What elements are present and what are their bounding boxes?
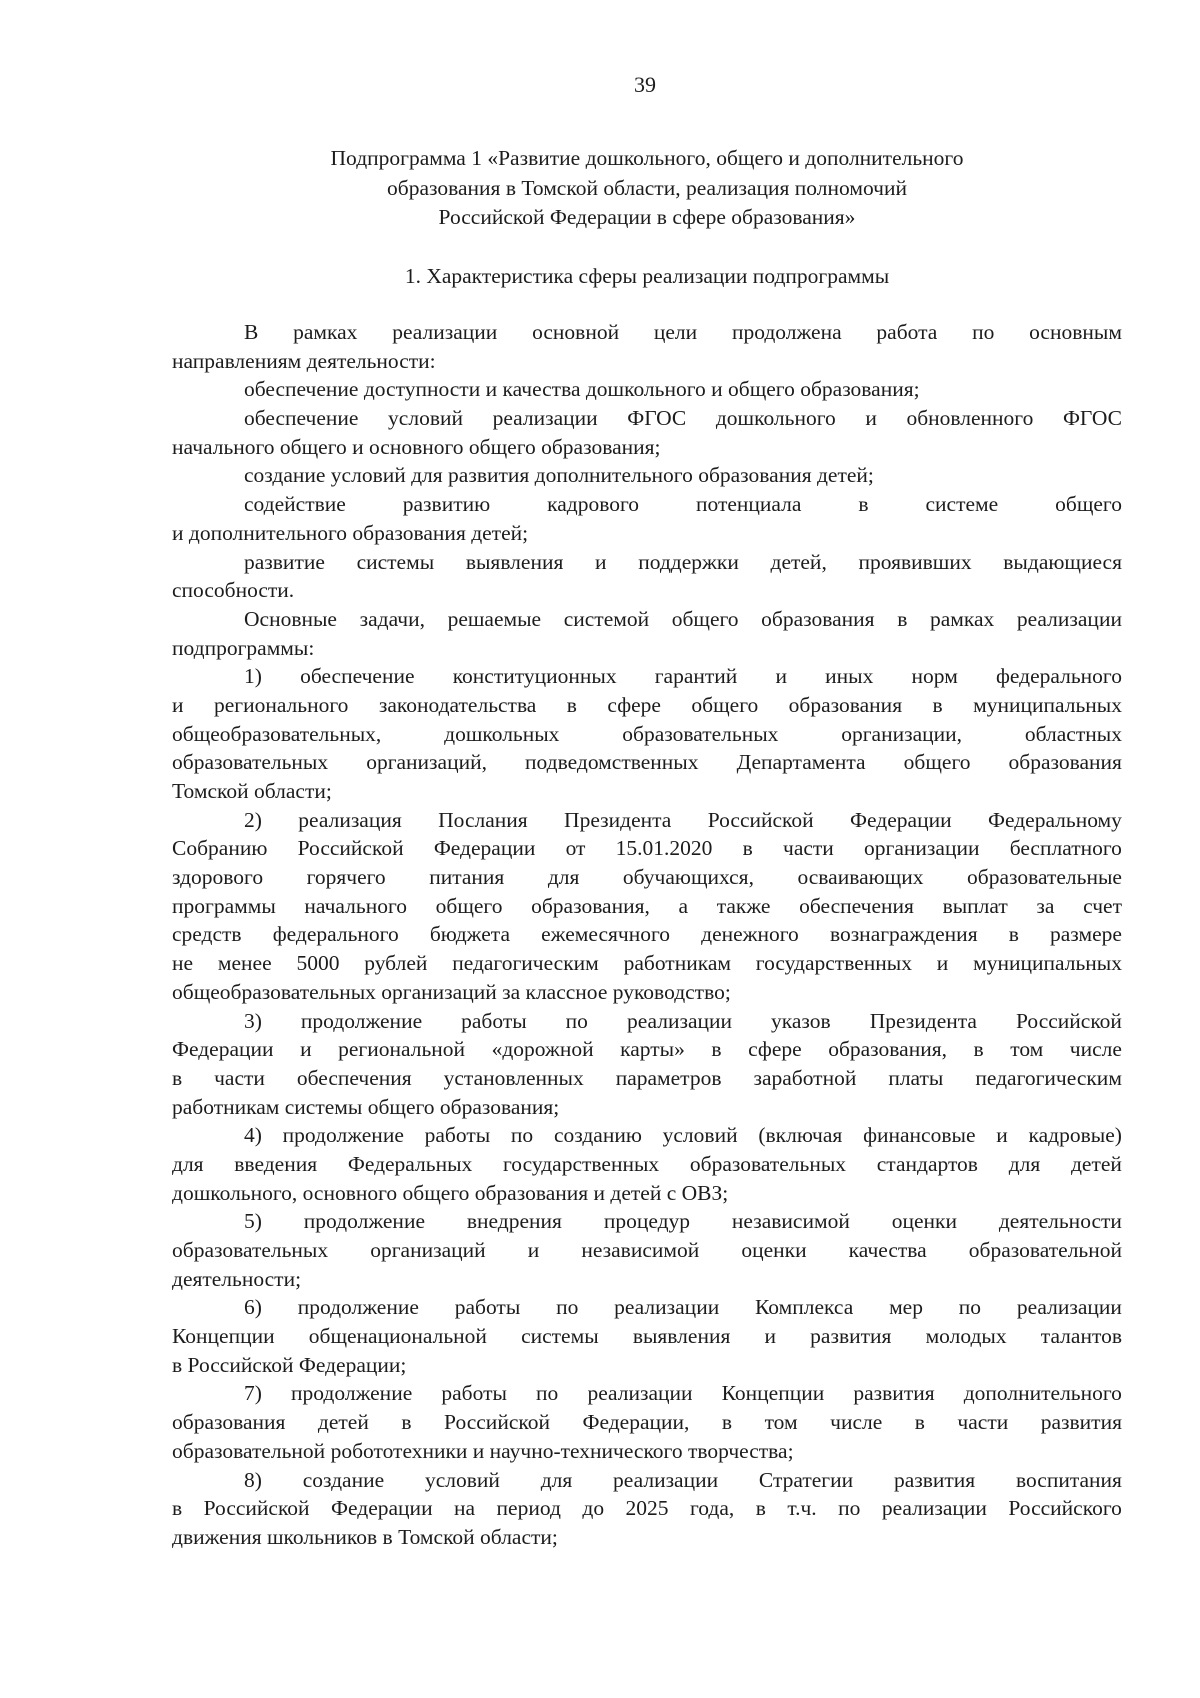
body-word: указов [771,1008,831,1033]
body-word: детей [317,1410,369,1435]
body-word: дополнительного [963,1381,1122,1406]
body-word: за [1036,893,1055,918]
body-word: реализации [626,1008,733,1033]
title-line: Подпрограмма 1 «Развитие дошкольного, общего и дополнительного [330,146,964,170]
body-word: здорового [172,865,264,890]
body-word: счет [1083,893,1122,918]
body-line: начального общего и основного общего образования; [172,434,661,459]
body-word: деятельности [998,1209,1122,1234]
body-word: федерального [995,664,1122,689]
body-word: мер [889,1295,923,1320]
body-word: Российской [444,1410,550,1435]
body-line: образовательной робототехники и научно-технического творчества; [172,1438,794,1463]
body-line: подпрограммы: [172,635,315,660]
body-word: Собранию [172,836,268,861]
body-word: муниципальных [973,951,1122,976]
body-word: бесплатного [1009,836,1122,861]
body-word: продолжение [303,1209,425,1234]
body-word: федерального [272,922,399,947]
body-word: реализации [1016,1295,1122,1320]
body-word: созданию [553,1123,642,1148]
body-line [172,605,1122,634]
body-word: создание [302,1467,385,1492]
body-word: «дорожной [491,1037,594,1062]
body-word: Российской [707,807,814,832]
body-word: для [172,1151,204,1176]
body-word: законодательства [378,692,537,717]
body-word: числе [830,1410,883,1435]
body-word: начального [304,893,407,918]
body-word: областных [1024,721,1122,746]
body-word: продолжение [282,1123,404,1148]
section-heading: 1. Характеристика сферы реализации подпрограммы [404,264,890,288]
body-word: 2025 [625,1496,669,1521]
body-word: кадровые) [1028,1123,1122,1148]
body-word: Департамента [736,750,866,775]
body-word: продолжение [291,1381,413,1406]
body-word: подведомственных [525,750,699,775]
body-word: на [454,1496,476,1521]
body-word: продолжение [300,1008,423,1033]
body-line [172,1121,1122,1150]
body-word: и [775,664,787,689]
body-word: образования, [828,1037,947,1062]
body-word: проявивших [858,549,972,574]
body-line: деятельности; [172,1266,302,1291]
body-word: обеспечение [300,664,415,689]
body-word: выплат [942,893,1008,918]
body-line [172,892,1122,921]
body-word: и [936,951,949,976]
body-word: в [932,692,943,717]
body-word: дошкольных [444,721,560,746]
body-word: развития [893,1467,976,1492]
body-word: общего [691,692,759,717]
body-line [172,1207,1122,1236]
body-line [172,1007,1122,1036]
body-word: период [496,1496,561,1521]
body-word: в [711,1037,722,1062]
body-word: от [565,836,586,861]
body-word: работникам [623,951,731,976]
body-word: работы [454,1295,521,1320]
body-word: развития [1040,1410,1122,1435]
body-word: реализации [492,406,598,431]
body-line: общеобразовательных организаций за классное руководство; [172,979,731,1004]
body-word: и [527,1238,540,1262]
body-word: заработной [753,1065,857,1090]
body-word: государственных [755,951,912,976]
body-word: образовательных [172,1238,329,1262]
body-word: для [1008,1151,1041,1176]
body-line [172,720,1122,749]
body-word: в [742,836,753,861]
body-line [172,1150,1122,1179]
body-line [172,920,1122,949]
body-word: Основные [244,606,337,631]
body-word: талантов [1040,1324,1122,1349]
body-word: реализации [614,1295,720,1320]
body-word: детей [1070,1151,1122,1176]
body-word: образовательных [172,750,329,775]
body-word: реализация [298,807,402,832]
body-word: развитию [402,492,491,517]
body-word: общеобразовательных, [172,721,382,746]
body-word: Российского [1008,1496,1122,1521]
body-word: общенациональной [308,1324,487,1349]
body-word: Российской [297,836,404,861]
body-word: внедрения [466,1209,562,1234]
body-word: 6) [244,1295,262,1320]
body-word: образовательные [967,865,1122,890]
body-word: содействие [244,492,346,517]
body-word: основной [532,320,620,344]
body-word: по [838,1496,861,1521]
body-line [172,1064,1122,1093]
body-line [172,1322,1122,1351]
body-word: денежного [701,922,799,947]
body-word: по [556,1295,579,1320]
body-word: 5000 [296,951,340,976]
body-word: реализации [392,320,498,344]
body-word: размере [1050,922,1122,947]
body-text [172,318,1122,1552]
body-word: Федерации [172,1037,274,1062]
body-word: условий [662,1123,738,1148]
body-word: Концепции [172,1324,275,1349]
body-word: общего [1055,492,1122,517]
title-line: Российской Федерации в сфере образования» [438,205,856,229]
body-line [172,1293,1122,1322]
body-word: по [510,1123,534,1148]
body-word: дошкольного [715,406,836,431]
body-word: 2) [244,807,262,832]
body-word: выдающиеся [1003,549,1122,574]
body-word: для [547,865,580,890]
body-word: средств [172,922,242,947]
body-word: работы [441,1381,507,1406]
body-word: 15.01.2020 [615,836,713,861]
body-line [172,1236,1122,1265]
body-line [172,1408,1122,1437]
body-line: Томской области; [172,779,332,803]
body-word: реализации [587,1381,693,1406]
body-word: осваивающих [797,865,924,890]
body-word: 7) [244,1381,262,1406]
body-word: работы [424,1123,491,1148]
body-word: т.ч. [787,1496,817,1521]
body-word: и [996,1123,1008,1148]
body-word: развития [853,1381,935,1406]
body-word: ежемесячного [541,922,670,947]
body-line: создание условий для развития дополнительного образования детей; [244,463,874,488]
body-word: карты» [620,1037,685,1062]
body-line [172,318,1122,347]
body-word: в [914,1410,925,1435]
body-word: также [716,893,771,918]
body-word: по [565,1008,588,1033]
body-word: питания [429,865,505,890]
body-word: части [957,1410,1009,1435]
body-word: норм [911,664,958,689]
body-word: Президента [564,807,672,832]
body-word: оценки [741,1238,807,1262]
body-word: ФГОС [627,406,687,431]
body-word: Российской [203,1496,310,1521]
body-word: и [764,1324,777,1349]
body-word: поддержки [638,549,739,574]
body-word: финансовые [863,1123,976,1148]
body-word: Федерации [331,1496,433,1521]
body-word: педагогическим [452,951,599,976]
body-word: обновленного [906,406,1034,431]
body-word: потенциала [695,492,802,517]
body-word: 3) [244,1008,262,1033]
body-word: В [244,320,259,344]
body-word: реализации [1016,606,1122,631]
body-word: в [401,1410,412,1435]
body-word: Стратегии [758,1467,854,1492]
body-word: Федерации, [582,1410,690,1435]
body-word: обеспечения [799,893,914,918]
body-word: программы [172,893,276,918]
body-word: года, [689,1496,735,1521]
body-line [172,1466,1122,1495]
body-word: продолжение [297,1295,419,1320]
body-word: системой [563,606,650,631]
body-word: образования [788,692,903,717]
body-word: общего [671,606,739,631]
body-word: цели [653,320,698,344]
body-word: конституционных [452,664,617,689]
body-word: в [172,1065,183,1090]
body-word: обеспечение [244,406,359,431]
body-line: в Российской Федерации; [172,1352,407,1377]
body-word: независимой [581,1238,700,1262]
body-word: Послания [438,807,528,832]
body-word: образования [1008,750,1122,775]
body-word: Федеральному [987,807,1122,832]
body-word: Концепции [721,1381,825,1406]
body-word: Комплекса [755,1295,854,1320]
body-word: введения [234,1151,318,1176]
body-word: организации [864,836,980,861]
body-line [172,662,1122,691]
body-word: а [678,893,689,918]
body-line [172,748,1122,777]
body-word: не [172,951,194,976]
body-line: способности. [172,578,295,603]
body-word: рамках [293,320,358,344]
body-word: вознаграждения [829,922,978,947]
body-word: независимой [731,1209,850,1234]
body-word: решаемые [447,606,542,631]
body-word: процедур [603,1209,691,1234]
body-word: стандартов [876,1151,978,1176]
body-line [172,834,1122,863]
body-line [172,1035,1122,1064]
body-word: по [958,1295,982,1320]
body-word: регионального [213,692,349,717]
body-word: 5) [244,1209,262,1234]
body-word: горячего [306,865,386,890]
body-word: кадрового [547,492,640,517]
body-word: основным [1029,320,1122,344]
body-word: 4) [244,1123,262,1148]
body-word: образовательных [622,721,779,746]
body-word: образовательных [689,1151,847,1176]
body-word: организаций [370,1238,486,1262]
body-word: организаций, [366,750,487,775]
body-word: реализации [613,1467,719,1492]
body-word: задачи, [359,606,425,631]
body-line [172,548,1122,577]
body-word: в [721,1410,733,1435]
body-line [172,490,1122,519]
body-word: части [214,1065,265,1090]
body-word: организации, [841,721,963,746]
body-word: платы [888,1065,944,1090]
body-word: молодых [925,1324,1007,1349]
body-word: Президента [869,1008,977,1033]
body-word: выявления [632,1324,731,1349]
body-word: системы [521,1324,599,1349]
body-word: в [755,1496,766,1521]
body-word: развития [810,1324,892,1349]
body-word: развитие [244,549,325,574]
body-word: Федерации [433,836,536,861]
subprogram-title [172,144,1122,233]
body-word: условий [388,406,463,431]
body-word: региональной [338,1037,466,1062]
body-word: установленных [443,1065,584,1090]
body-line: движения школьников в Томской области; [172,1524,558,1549]
body-word: выявления [465,549,564,574]
body-word: и [865,406,877,431]
body-word: в [858,492,869,517]
body-word: для [540,1467,573,1492]
body-word: иных [825,664,874,689]
body-word: по [972,320,995,344]
body-word: в [897,606,908,631]
body-word: в [1008,922,1019,947]
body-line: работникам системы общего образования; [172,1094,560,1119]
body-word: рублей [364,951,428,976]
body-word: параметров [615,1065,722,1090]
body-word: обеспечения [296,1065,412,1090]
body-word: гарантий [654,664,738,689]
body-word: числе [1069,1037,1122,1062]
body-word: продолжена [731,320,842,344]
body-word: образования, [531,893,650,918]
body-word: детей, [770,549,827,574]
body-word: в [973,1037,984,1062]
body-word: образования [761,606,875,631]
body-word: сфере [748,1037,802,1062]
body-word: Федеральных [347,1151,473,1176]
page-number: 39 [634,72,656,97]
body-word: педагогическим [975,1065,1122,1090]
body-line [172,691,1122,720]
body-line [172,806,1122,835]
body-word: качества [848,1238,927,1262]
body-line: и дополнительного образования детей; [172,520,529,545]
body-word: образовательной [968,1238,1122,1262]
body-word: Российской [1015,1008,1122,1033]
body-word: оценки [891,1209,957,1234]
body-word: Федерации [850,807,952,832]
body-word: части [783,836,834,861]
body-line: обеспечение доступности и качества дошкольного и общего образования; [244,377,920,402]
body-word: обучающихся, [622,865,754,890]
body-word: системе [925,492,999,517]
body-line [172,1494,1122,1523]
body-word: муниципальных [973,692,1122,717]
body-word: 1) [244,664,262,689]
body-line: дошкольного, основного общего образования и детей с ОВЗ; [172,1180,729,1205]
body-word: (включая [758,1123,843,1148]
body-word: государственных [503,1151,660,1176]
body-word: менее [217,951,272,976]
body-word: работа [876,320,938,344]
body-line [172,404,1122,433]
body-word: 8) [244,1467,262,1492]
body-word: том [1010,1037,1044,1062]
body-word: общего [435,893,503,918]
body-word: в [566,692,577,717]
body-word: по [536,1381,559,1406]
body-word: ФГОС [1062,406,1122,431]
body-word: в [172,1496,183,1521]
body-word: условий [424,1467,500,1492]
body-line [172,863,1122,892]
body-word: общего [903,750,971,775]
body-word: и [172,692,184,717]
body-line [172,1379,1122,1408]
body-word: сфере [607,692,661,717]
body-word: бюджета [429,922,510,947]
title-line: образования в Томской области, реализация полномочий [387,175,907,200]
body-word: и [595,549,607,574]
body-word: системы [356,549,435,574]
body-word: работы [461,1008,527,1033]
body-word: до [582,1496,605,1521]
body-word: реализации [881,1496,987,1521]
body-word: рамках [929,606,995,631]
body-line: направлениям деятельности: [172,348,436,373]
body-word: образования [172,1410,286,1435]
body-word: воспитания [1015,1467,1122,1492]
body-word: том [764,1410,798,1435]
body-word: и [300,1037,312,1062]
body-line [172,949,1122,978]
